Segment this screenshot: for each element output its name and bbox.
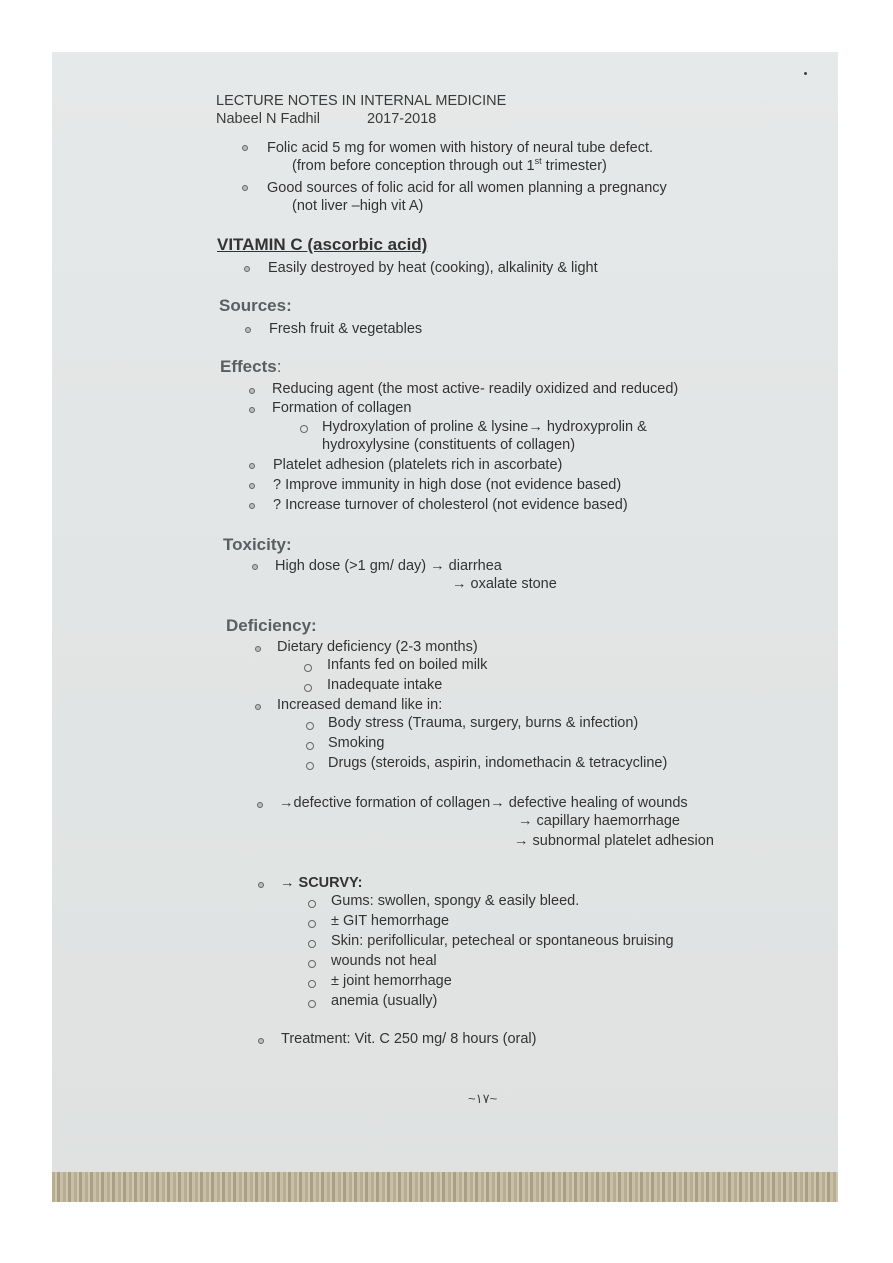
document-photo	[52, 52, 838, 1202]
sub-bullet	[308, 980, 316, 988]
bullet	[255, 646, 261, 652]
folic-item-1-note	[292, 157, 607, 175]
deficiency-subitem-4: Smoking	[328, 735, 385, 751]
sub-bullet	[306, 762, 314, 770]
vitc-item-1: Easily destroyed by heat (cooking), alkalinity & light	[268, 260, 598, 276]
section-heading-sources: Sources:	[219, 296, 292, 315]
toxicity-item-1-cont: → oxalate stone	[452, 576, 557, 592]
scurvy-subitem-2: ± GIT hemorrhage	[331, 913, 450, 929]
page-number: ~١٧~	[468, 1091, 498, 1106]
scurvy-subitem-4: wounds not heal	[331, 953, 437, 969]
document-title: LECTURE NOTES IN INTERNAL MEDICINE	[216, 93, 507, 109]
sub-bullet	[300, 425, 308, 433]
bullet	[244, 266, 250, 272]
bullet	[249, 388, 255, 394]
deficiency-item-3: →defective formation of collagen→ defective healing of wounds	[279, 795, 688, 811]
paper-sheet	[52, 52, 838, 1172]
sub-bullet	[304, 684, 312, 692]
bullet	[242, 145, 248, 151]
bullet	[249, 503, 255, 509]
deficiency-item-3-cont-1: → capillary haemorrhage	[518, 813, 680, 829]
bullet	[252, 564, 258, 570]
deficiency-item-5: Treatment: Vit. C 250 mg/ 8 hours (oral)	[281, 1031, 537, 1047]
sub-bullet	[306, 722, 314, 730]
folic-item-1: Folic acid 5 mg for women with history of neural tube defect.	[267, 140, 654, 156]
scurvy-subitem-5: ± joint hemorrhage	[331, 973, 452, 989]
deficiency-subitem-2: Inadequate intake	[327, 677, 443, 693]
bullet	[249, 483, 255, 489]
effects-heading-text: Effects	[220, 357, 277, 376]
bullet	[249, 407, 255, 413]
effects-subitem-1-cont: hydroxylysine (constituents of collagen)	[322, 437, 576, 453]
sources-item-1: Fresh fruit & vegetables	[269, 321, 423, 337]
folic-note-text: (from before conception through out 1	[292, 158, 535, 174]
folic-note-sup: st	[534, 156, 542, 167]
deficiency-subitem-1: Infants fed on boiled milk	[327, 657, 488, 673]
effects-subitem-1: Hydroxylation of proline & lysine→ hydroxyprolin &	[322, 419, 647, 435]
scurvy-arrow: →	[280, 875, 299, 891]
folic-note-text-end: trimester)	[541, 158, 607, 174]
scurvy-label: SCURVY:	[298, 875, 363, 891]
section-heading-toxicity: Toxicity:	[223, 535, 292, 554]
document-author: Nabeel N Fadhil	[216, 111, 320, 127]
bullet	[242, 185, 248, 191]
scurvy-subitem-1: Gums: swollen, spongy & easily bleed.	[331, 893, 580, 909]
effects-heading-colon: :	[276, 357, 282, 376]
sub-bullet	[304, 664, 312, 672]
bullet	[258, 1038, 264, 1044]
deficiency-item-3-cont-2: → subnormal platelet adhesion	[514, 833, 714, 849]
bullet	[255, 704, 261, 710]
document-year: 2017-2018	[367, 111, 437, 127]
background-carpet	[52, 1172, 838, 1202]
scurvy-subitem-6: anemia (usually)	[331, 993, 438, 1009]
bullet	[245, 327, 251, 333]
deficiency-subitem-3: Body stress (Trauma, surgery, burns & infection)	[328, 715, 639, 731]
bullet	[258, 882, 264, 888]
sub-bullet	[306, 742, 314, 750]
sub-bullet	[308, 1000, 316, 1008]
section-heading-deficiency: Deficiency:	[226, 616, 317, 635]
sub-bullet	[308, 900, 316, 908]
deficiency-item-1: Dietary deficiency (2-3 months)	[277, 639, 478, 655]
folic-item-2-note: (not liver –high vit A)	[292, 198, 424, 214]
effects-item-3: Platelet adhesion (platelets rich in ascorbate)	[273, 457, 563, 473]
section-heading-vitamin-c: VITAMIN C (ascorbic acid)	[217, 235, 428, 254]
deficiency-item-2: Increased demand like in:	[277, 697, 443, 713]
deficiency-item-4	[280, 874, 362, 892]
sub-bullet	[308, 960, 316, 968]
folic-item-2: Good sources of folic acid for all women planning a pregnancy	[267, 180, 667, 196]
effects-item-1: Reducing agent (the most active- readily oxidized and reduced)	[272, 381, 679, 397]
sub-bullet	[308, 940, 316, 948]
effects-item-2: Formation of collagen	[272, 400, 412, 416]
bullet	[257, 802, 263, 808]
bullet	[249, 463, 255, 469]
speck	[804, 72, 807, 75]
effects-item-5: ? Increase turnover of cholesterol (not evidence based)	[273, 497, 628, 513]
deficiency-subitem-5: Drugs (steroids, aspirin, indomethacin & tetracycline)	[328, 755, 668, 771]
section-heading-effects	[220, 358, 281, 376]
sub-bullet	[308, 920, 316, 928]
scurvy-subitem-3: Skin: perifollicular, petecheal or spontaneous bruising	[331, 933, 674, 949]
effects-item-4: ? Improve immunity in high dose (not evidence based)	[273, 477, 622, 493]
toxicity-item-1: High dose (>1 gm/ day) → diarrhea	[275, 558, 502, 574]
